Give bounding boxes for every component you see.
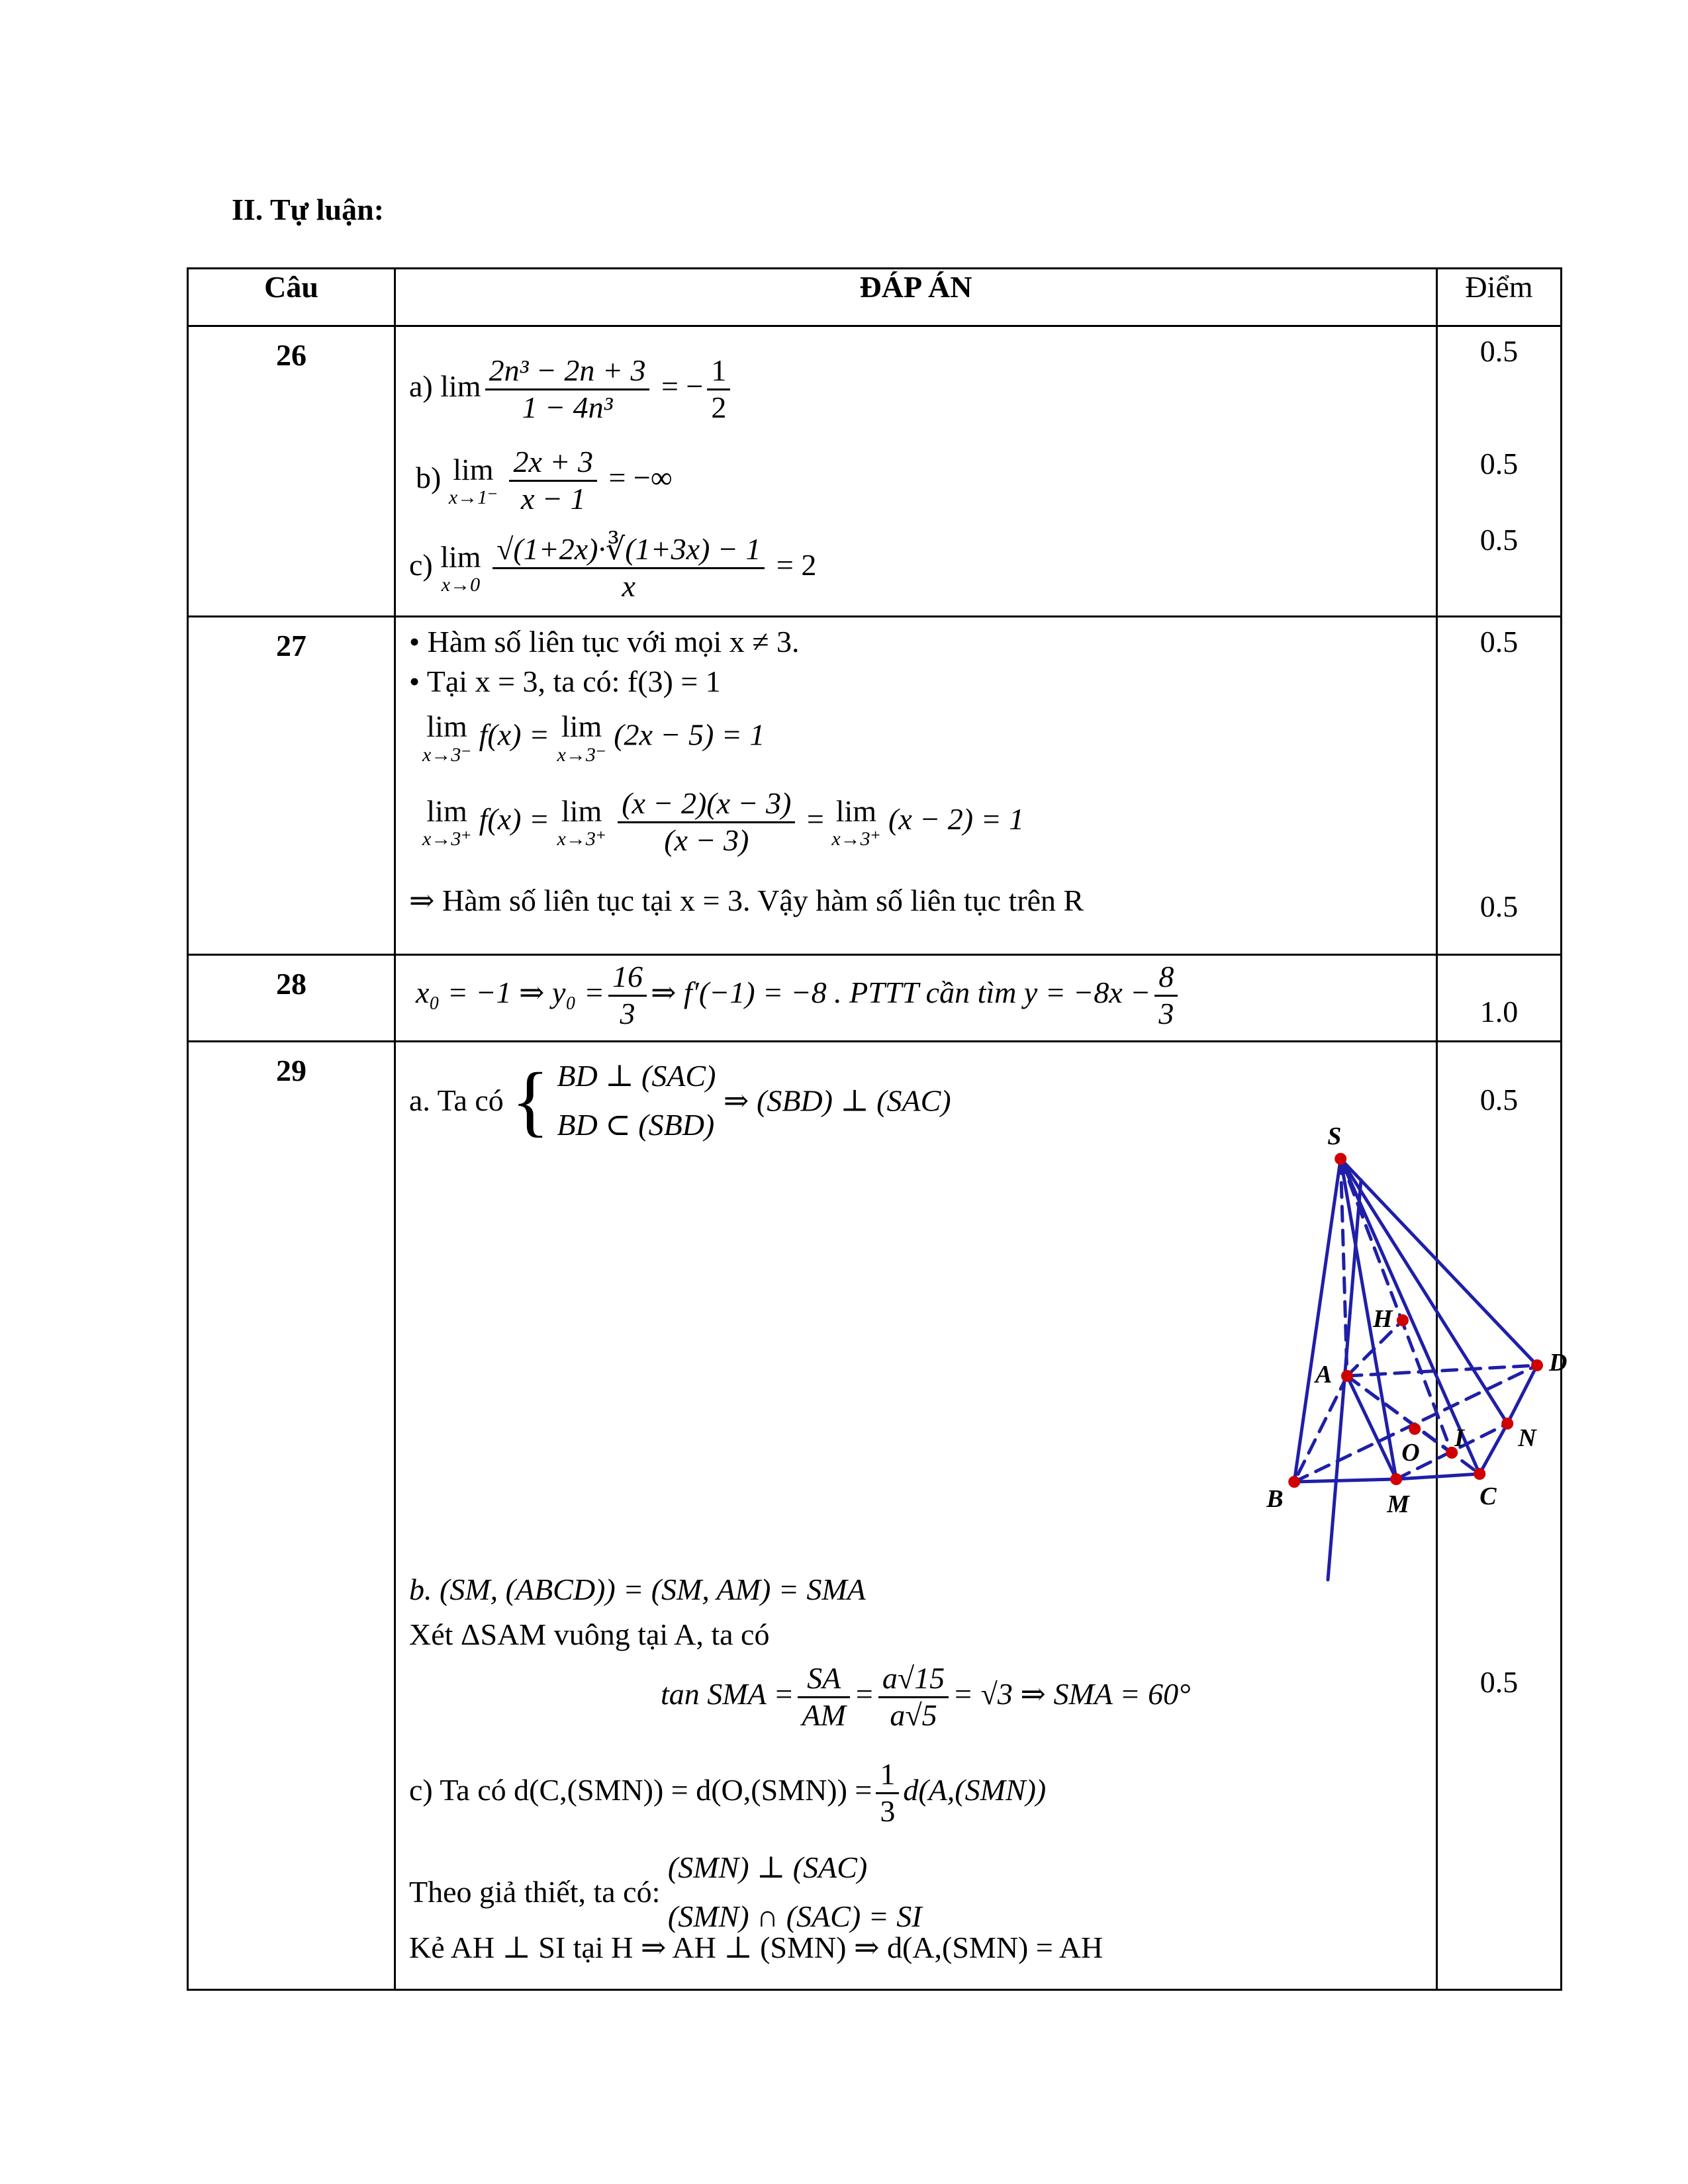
answer-table	[187, 267, 1568, 1991]
label-S: S	[1327, 1122, 1342, 1150]
score: 0.5	[1479, 523, 1519, 557]
table-row	[188, 955, 1562, 1042]
answer-27-line1: • Hàm số liên tục với mọi x ≠ 3.	[409, 625, 800, 659]
question-number: 27	[276, 629, 306, 662]
edge-BM	[1294, 1479, 1396, 1482]
question-number: 29	[276, 1054, 306, 1087]
answer-26c: c) lim x→0 $\frac{√(1+2x)\cdot∛(1+3x) - 1}{x}$ = 2	[409, 532, 817, 603]
label-I: I	[1454, 1424, 1464, 1452]
score: 0.5	[1479, 447, 1519, 480]
point-A	[1341, 1370, 1353, 1382]
answer-29c-line2: Theo giả thiết, ta có: (SMN) ⊥ (SAC) (SMN) ∩ (SAC) = SI	[409, 1850, 922, 1933]
point-O	[1409, 1423, 1421, 1435]
answer-29c-line1: c) Ta có d(C,(SMN)) = d(O,(SMN)) = $\frac{1}{3}$ d(A,(SMN))	[409, 1757, 1047, 1828]
answer-29b-line1: b. (SM, (ABCD)) = (SM, AM) = SMA	[409, 1572, 866, 1606]
question-number: 26	[276, 338, 306, 372]
point-M	[1390, 1473, 1402, 1485]
label-M: M	[1387, 1490, 1409, 1518]
answer-29b-tan: tan SMA = $\frac{SA}{AM}$ = $\frac{a√15}{a√5}$ = √3 ⇒ SMA = 60°	[661, 1661, 1191, 1732]
score: 0.5	[1479, 334, 1519, 368]
answer-27-line4: lim x→3⁺ f(x) = lim x→3⁺ $\frac{(x - 2)(x - 3)}{(x - 3)}$ = lim x→3⁺ (x − 2) = 1	[422, 786, 1025, 857]
answer-29b-line2: Xét ΔSAM vuông tại A, ta có	[409, 1617, 770, 1651]
score: 0.5	[1479, 625, 1519, 659]
question-number: 28	[276, 967, 306, 1001]
label-N: N	[1518, 1424, 1536, 1452]
label-O: O	[1401, 1439, 1420, 1467]
table-row	[188, 326, 1562, 617]
table-header-row	[188, 269, 1562, 326]
header-cau: Câu	[188, 269, 395, 326]
point-B	[1288, 1476, 1300, 1488]
score: 0.5	[1479, 1083, 1519, 1116]
score: 1.0	[1479, 995, 1519, 1028]
point-H	[1397, 1314, 1409, 1326]
answer-29c-line3: Kẻ AH ⊥ SI tại H ⇒ AH ⊥ (SMN) ⇒ d(A,(SMN) = AH	[409, 1931, 1103, 1964]
label-C: C	[1479, 1482, 1497, 1510]
label-H: H	[1373, 1305, 1393, 1333]
answer-28: x₀ = −1 ⇒ y₀ = $\frac{16}{3}$ ⇒ f′(−1) = −8 . PTTT cần tìm y = −8x − $\frac{8}{3}$	[416, 960, 1182, 1032]
edge-SB	[1294, 1159, 1340, 1482]
label-B: B	[1266, 1485, 1284, 1513]
answer-27-line5: ⇒ Hàm số liên tục tại x = 3. Vậy hàm số liên tục trên R	[409, 884, 1084, 917]
table-row	[188, 1042, 1562, 1990]
section-heading: II. Tự luận:	[232, 193, 385, 226]
answer-26b: b) lim x→1⁻ $\frac{2x + 3}{x - 1}$ = −∞	[416, 445, 673, 516]
answer-29a: a. Ta có { BD ⊥ (SAC) BD ⊂ (SBD) ⇒ (SBD) ⊥ (SAC)	[409, 1056, 951, 1144]
header-diem: Điểm	[1437, 269, 1562, 326]
label-A: A	[1315, 1361, 1333, 1388]
header-dap-an: ĐÁP ÁN	[395, 269, 1437, 326]
table-row	[188, 617, 1562, 955]
answer-27-line2: • Tại x = 3, ta có: f(3) = 1	[409, 664, 721, 698]
answer-26a: a) lim $\frac{\text{2n³ − 2n + 3}}{\text{1 − 4n³}}$ = − $\frac{1}{2}$	[409, 353, 734, 426]
label-D: D	[1549, 1349, 1568, 1377]
score: 0.5	[1479, 1665, 1519, 1699]
score: 0.5	[1479, 889, 1519, 923]
answer-27-line3: lim x→3⁻ f(x) = lim x→3⁻ (2x − 5) = 1	[422, 709, 765, 766]
point-S	[1335, 1153, 1346, 1165]
